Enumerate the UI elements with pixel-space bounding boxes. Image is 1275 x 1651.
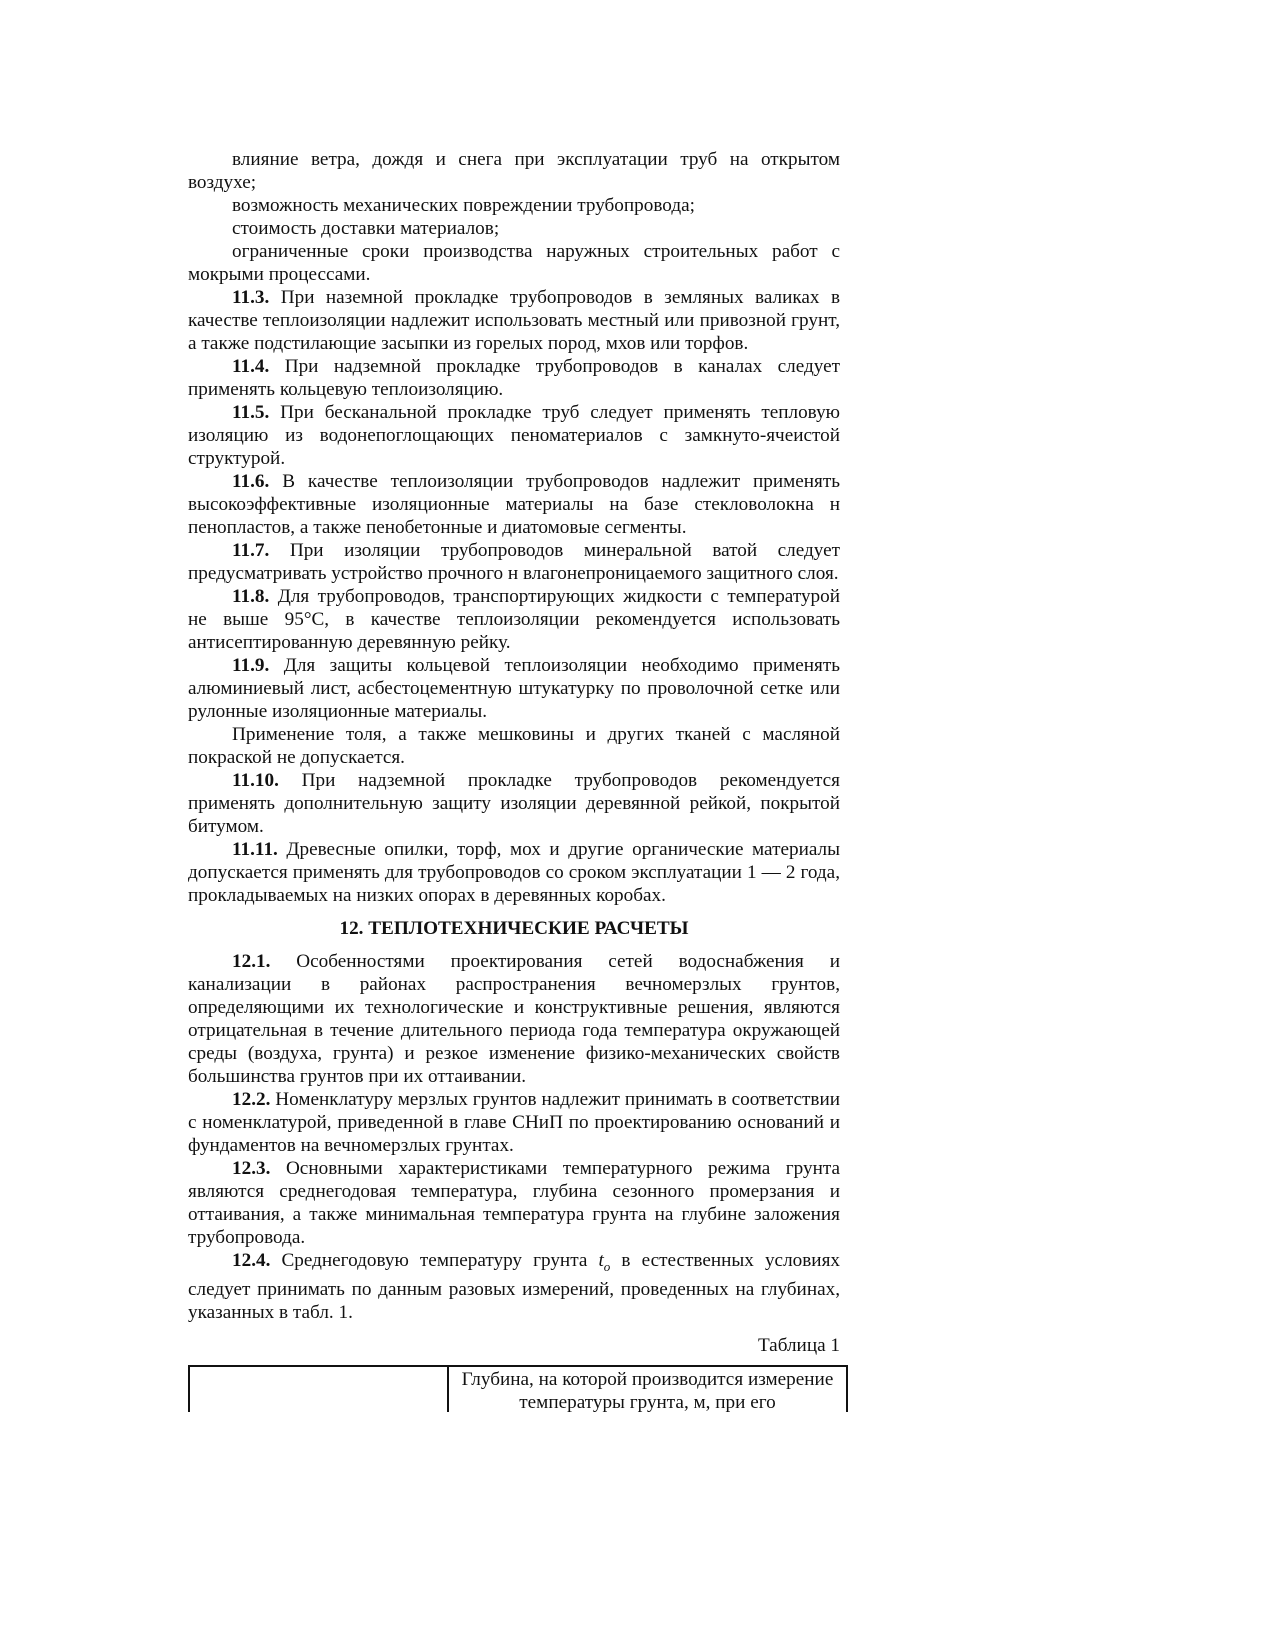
section-12-clauses (188, 950, 840, 1249)
clause-text: В качестве теплоизоляции трубопроводов надлежит применять высокоэффективные изоляционные материалы на базе стекловолокна н пенопластов, а также пенобетонные и диатомовые сегменты. (188, 471, 840, 538)
clause-12-4 (188, 1249, 840, 1324)
clause-11 (188, 286, 840, 355)
list-item: стоимость доставки материалов; (232, 218, 500, 239)
clause-number: 12.1. (232, 951, 271, 972)
clause-text: Номенклатуру мерзлых грунтов надлежит принимать в соответствии с номенклатурой, приведенной в главе СНиП по проектированию оснований и фундаментов на вечномерзлых грунтах. (188, 1089, 841, 1156)
clause-number: 12.2. (232, 1089, 271, 1110)
clause-text: Для защиты кольцевой теплоизоляции необходимо применять алюминиевый лист, асбестоцементную штукатурку по проволочной сетке или рулонные изоляционные материалы. (188, 655, 841, 722)
clause-text: При надземной прокладке трубопроводов рекомендуется применять дополнительную защиту изоляции деревянной рейкой, покрытой битумом. (188, 770, 840, 837)
table-1 (188, 1365, 848, 1412)
clause-11 (188, 539, 840, 585)
clause-text: Древесные опилки, торф, мох и другие органические материалы допускается применять для трубопроводов со сроком эксплуатации 1 — 2 года, прокладываемых на низких опорах в деревянных коробах. (188, 839, 840, 906)
document-page (188, 148, 840, 1412)
clause-text: Основными характеристиками температурного режима грунта являются среднегодовая температура, глубина сезонного промерзания и оттаивания, а также минимальная температура грунта на глубине заложения трубопровода. (188, 1158, 841, 1248)
clause-text: При бесканальной прокладке труб следует применять тепловую изоляцию из водонепоглощающих пеноматериалов с замкнуто-ячеистой структурой. (188, 402, 840, 469)
clause-11 (188, 654, 840, 723)
table-caption: Таблица 1 (757, 1334, 840, 1356)
clause-number: 11.6. (232, 471, 270, 492)
table-header-cell-empty (189, 1366, 448, 1412)
clause-number: 11.8. (232, 586, 270, 607)
clause-text: При изоляции трубопроводов минеральной ватой следует предусматривать устройство прочного н влагонепроницаемого защитного слоя. (188, 540, 841, 584)
clause-text: Особенностями проектирования сетей водоснабжения и канализации в районах распространения вечномерзлых грунтов, определяющими их технологические и конструктивные решения, являются отрицательная в течение длительного периода года температура окружающей среды (воздуха, грунта) и резкое изменение физико-механических свойств большинства грунтов при их оттаивании. (188, 951, 840, 1087)
clause-text: При надземной прокладке трубопроводов в каналах следует применять кольцевую теплоизоляцию. (188, 356, 840, 400)
list-item: возможность механических повреждении трубопровода; (232, 195, 695, 216)
clause-11 (188, 401, 840, 470)
temperature-subscript: o (603, 1258, 611, 1274)
section-heading: 12. ТЕПЛОТЕХНИЧЕСКИЕ РАСЧЕТЫ (339, 918, 689, 939)
list-item: влияние ветра, дождя и снега при эксплуатации труб на открытом воздухе; (188, 149, 840, 193)
clause-number: 11.10. (232, 770, 279, 791)
clause-text: Для трубопроводов, транспортирующих жидкости с температурой не выше 95°С, в качестве теплоизоляции рекомендуется использовать антисептированную деревянную рейку. (188, 586, 841, 653)
clause-number: 12.3. (232, 1158, 271, 1179)
clause-12 (188, 950, 840, 1088)
clause-12 (188, 1088, 840, 1157)
clause-12 (188, 1157, 840, 1249)
clause-number: 12.4. (232, 1250, 271, 1271)
section-11-clauses (188, 286, 840, 907)
clause-text: в естественных условиях следует принимать по данным разовых измерений, проведенных на глубинах, указанных в табл. 1. (188, 1250, 840, 1323)
clause-text: Среднегодовую температуру грунта (281, 1250, 588, 1271)
clause-text: При наземной прокладке трубопроводов в земляных валиках в качестве теплоизоляции надлежит использовать местный или привозной грунт, а также подстилающие засыпки из горелых пород, мхов или торфов. (188, 287, 840, 354)
clause-number: 11.5. (232, 402, 270, 423)
clause-number: 11.4. (232, 356, 270, 377)
clause-11 (188, 470, 840, 539)
clause-11 (188, 769, 840, 838)
clause-11 (188, 838, 840, 907)
clause-text: Применение толя, а также мешковины и других тканей с масляной покраской не допускается. (188, 724, 840, 768)
clause-number: 11.3. (232, 287, 270, 308)
clause-11 (188, 723, 840, 769)
temperature-symbol: t (598, 1250, 604, 1271)
clause-number: 11.7. (232, 540, 270, 561)
clause-number: 11.11. (232, 839, 278, 860)
clause-11 (188, 585, 840, 654)
clause-11 (188, 355, 840, 401)
clause-number: 11.9. (232, 655, 270, 676)
list-item: ограниченные сроки производства наружных строительных работ с мокрыми процессами. (188, 241, 840, 285)
table-header-cell-depth: Глубина, на которой производится измерение температуры грунта, м, при его (448, 1366, 847, 1412)
